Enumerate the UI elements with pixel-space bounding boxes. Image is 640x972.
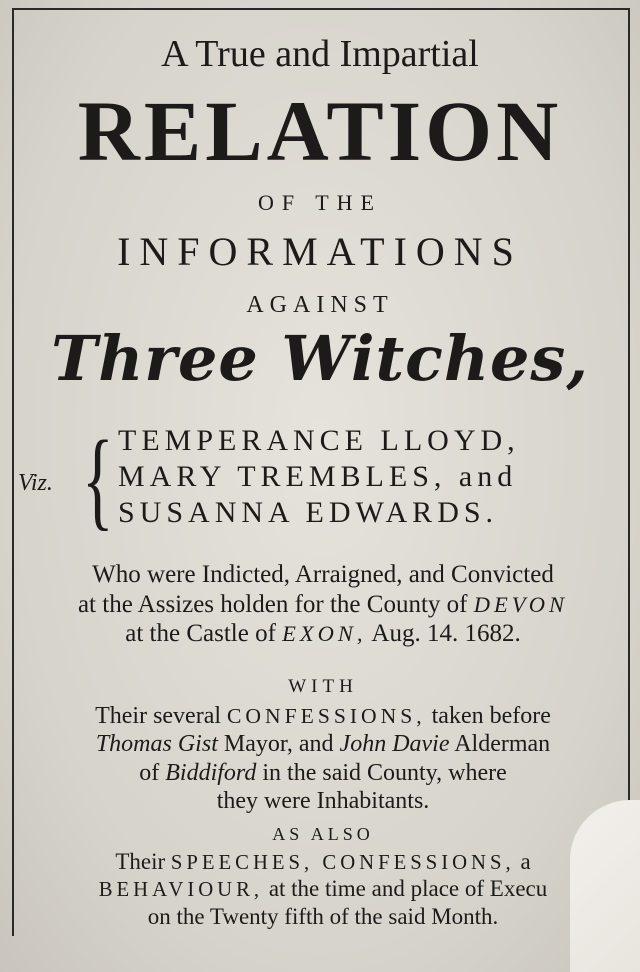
assize-date: Aug. 14. 1682. xyxy=(366,620,521,647)
speeches-line-1a: Their xyxy=(115,849,171,874)
confessions-paragraph xyxy=(20,702,626,815)
confessions-line-3c: in the said County, where xyxy=(256,759,507,786)
viz-label: Viz. xyxy=(18,470,53,496)
speeches-line-1c: a xyxy=(514,849,531,874)
indictment-line-3 xyxy=(20,619,626,649)
accused-name-3: SUSANNA EDWARDS. xyxy=(118,496,499,529)
behaviour-word: BEHAVIOUR, xyxy=(98,879,264,902)
speeches-word: SPEECHES, CONFESSIONS, xyxy=(170,852,515,874)
title-line-6: Three Witches, xyxy=(51,322,589,395)
with-label: WITH xyxy=(288,676,358,697)
indictment-line-1: Who were Indicted, Arraigned, and Convicted xyxy=(92,561,554,588)
confessions-line-2 xyxy=(20,730,626,758)
speeches-line-2b: at the time and place of Execu xyxy=(263,876,548,902)
confessions-line-2d: Alderman xyxy=(449,731,551,758)
asalso-label: AS ALSO xyxy=(272,824,374,844)
confessions-line-1c: taken before xyxy=(425,703,551,729)
confessions-line-1 xyxy=(20,702,626,730)
confessions-line-4: they were Inhabitants. xyxy=(216,787,430,814)
brace-icon: { xyxy=(82,418,114,540)
indictment-line-2 xyxy=(20,590,626,620)
accused-name-1: TEMPERANCE LLOYD, xyxy=(118,424,520,457)
confessions-line-2b: Mayor, and xyxy=(217,731,340,758)
confessions-line-3a: of xyxy=(139,759,166,786)
mayor-name: Thomas Gist xyxy=(95,731,218,758)
speeches-line-3: on the Twenty fifth of the said Month. xyxy=(147,903,499,929)
town-name: Biddiford xyxy=(165,759,257,786)
alderman-name: John Davie xyxy=(339,731,450,758)
county-name: DEVON xyxy=(473,591,569,617)
title-line-4: INFORMATIONS xyxy=(117,229,523,274)
castle-name: EXON, xyxy=(282,621,367,646)
speeches-line-1 xyxy=(20,848,626,875)
speeches-line-2 xyxy=(20,875,626,902)
accused-name-2: MARY TREMBLES, and xyxy=(118,460,518,493)
indictment-line-2-text: at the Assizes holden for the County of xyxy=(77,590,474,618)
confessions-word: CONFESSIONS, xyxy=(227,704,426,728)
title-line-5: AGAINST xyxy=(246,292,394,318)
confessions-line-1a: Their several xyxy=(95,703,228,729)
title-line-1: A True and Impartial xyxy=(161,33,479,75)
title-line-3: OF THE xyxy=(258,190,382,215)
border-top xyxy=(12,8,628,10)
title-line-2: RELATION xyxy=(77,83,563,179)
indictment-line-3-text: at the Castle of xyxy=(125,620,283,647)
confessions-line-3 xyxy=(20,759,626,787)
speeches-paragraph xyxy=(20,848,626,930)
torn-corner xyxy=(570,800,640,972)
indictment-paragraph xyxy=(20,560,626,649)
